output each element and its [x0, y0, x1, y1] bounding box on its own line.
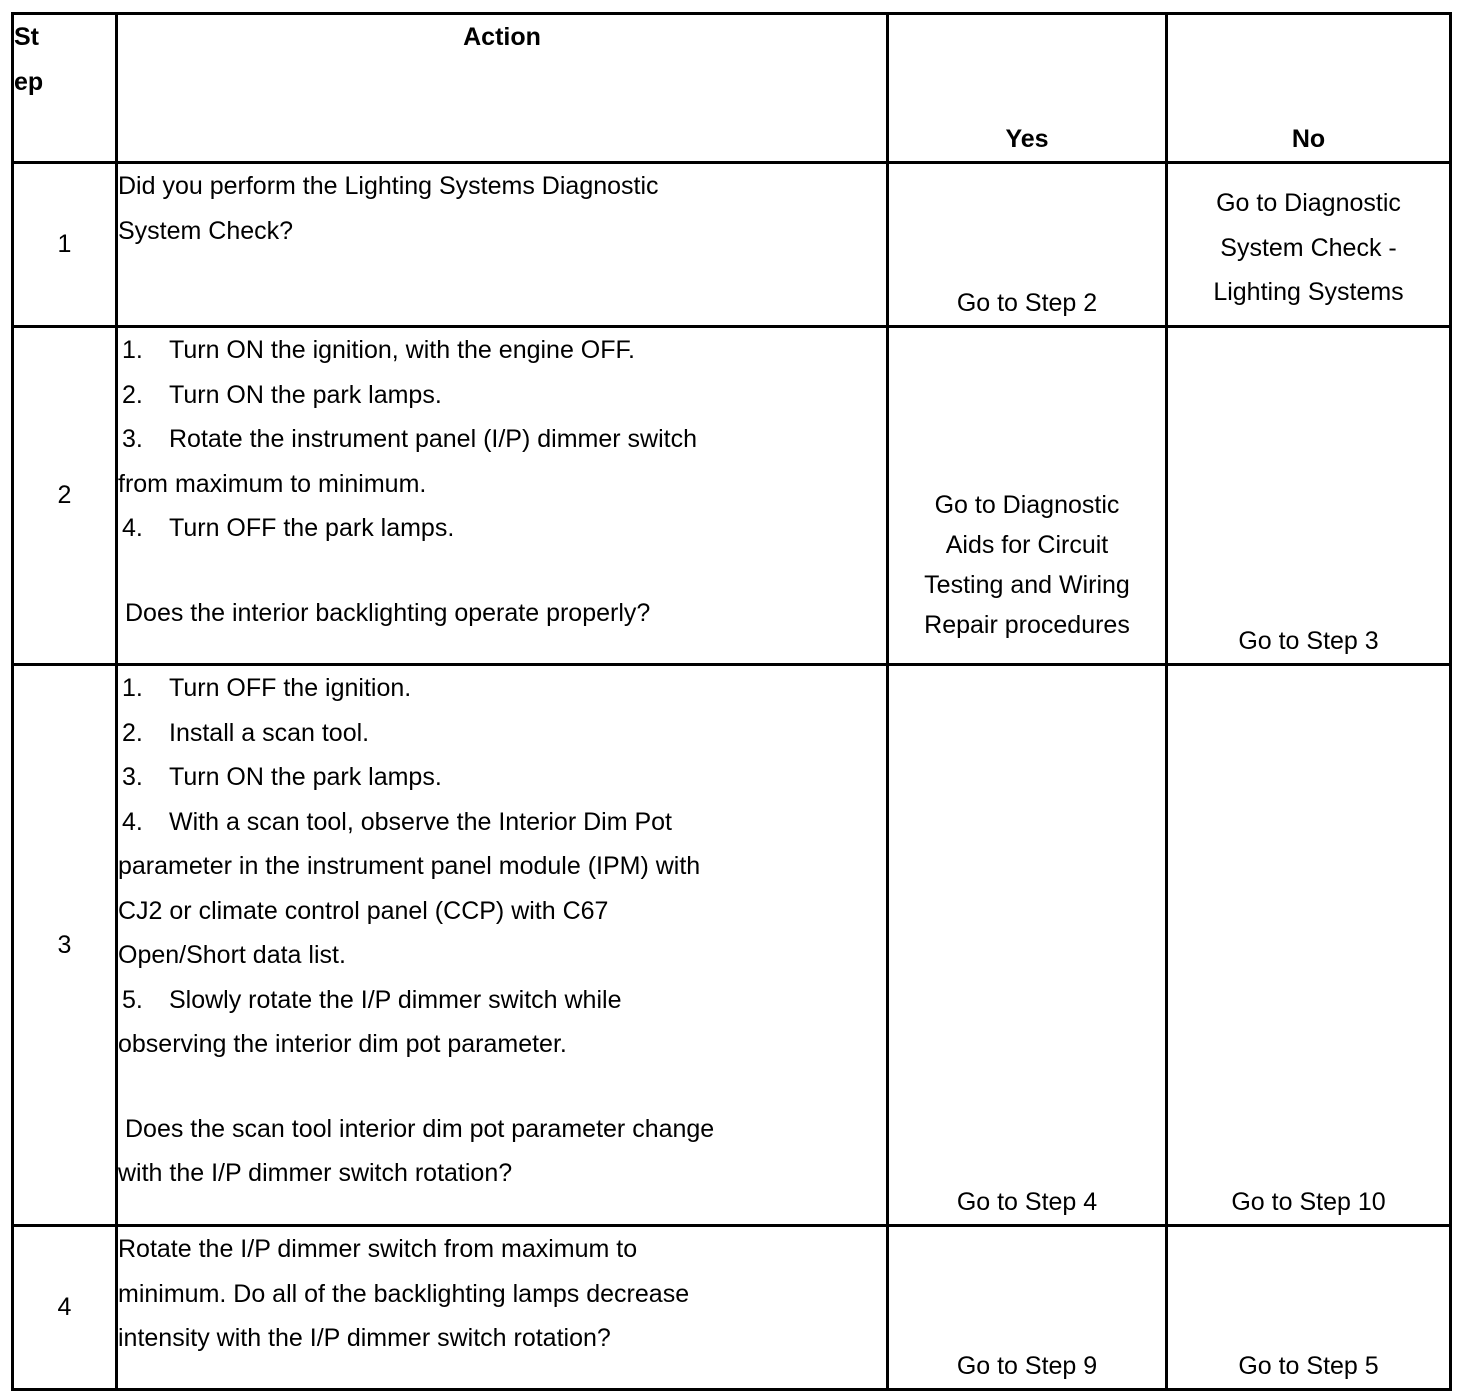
list-item-continuation: CJ2 or climate control panel (CCP) with C67	[118, 896, 609, 925]
yes-text: Repair procedures	[924, 611, 1130, 639]
step-number: 2	[13, 327, 117, 665]
yes-text: Go to Diagnostic	[934, 491, 1120, 519]
no-text: Go to Diagnostic	[1216, 189, 1401, 217]
no-cell	[1167, 327, 1451, 665]
list-item-continuation: from maximum to minimum.	[118, 469, 427, 498]
action-cell	[117, 665, 888, 1226]
header-step-line1: St	[14, 23, 39, 51]
no-text: Go to Step 3	[1238, 626, 1379, 655]
table-header-row	[13, 14, 1451, 163]
diagnostic-table	[11, 12, 1452, 1391]
yes-text: Go to Step 2	[956, 288, 1098, 317]
list-item: 3. Rotate the instrument panel (I/P) dimmer switch	[122, 425, 697, 453]
action-cell	[117, 163, 888, 327]
no-cell	[1167, 1226, 1451, 1390]
step-number: 1	[13, 163, 117, 327]
list-item-continuation: Open/Short data list.	[118, 941, 346, 969]
no-text: System Check -	[1220, 233, 1397, 262]
no-text: Go to Step 10	[1231, 1187, 1386, 1216]
list-item: 2. Turn ON the park lamps.	[122, 380, 442, 409]
header-step	[13, 14, 117, 163]
list-item: 1. Turn ON the ignition, with the engine OFF.	[122, 336, 635, 364]
no-text: Go to Step 5	[1238, 1351, 1379, 1380]
action-text: System Check?	[118, 216, 294, 245]
step-number: 3	[13, 665, 117, 1226]
yes-text: Testing and Wiring	[924, 571, 1130, 599]
question-text: Does the scan tool interior dim pot parameter change	[125, 1114, 715, 1143]
header-yes: Yes	[888, 14, 1167, 163]
yes-text: Go to Step 9	[956, 1351, 1098, 1380]
header-step-line2: ep	[14, 67, 44, 96]
question-text: Does the interior backlighting operate properly?	[125, 598, 651, 627]
table-row	[13, 327, 1451, 665]
table-row	[13, 1226, 1451, 1390]
action-text: Did you perform the Lighting Systems Diagnostic	[118, 172, 659, 200]
list-item-continuation: observing the interior dim pot parameter.	[118, 1030, 567, 1058]
yes-cell	[888, 665, 1167, 1226]
header-no: No	[1167, 14, 1451, 163]
yes-text: Aids for Circuit	[945, 531, 1109, 559]
yes-cell	[888, 1226, 1167, 1390]
list-item: 4. With a scan tool, observe the Interior Dim Pot	[122, 807, 672, 836]
list-item: 1. Turn OFF the ignition.	[122, 674, 412, 702]
list-item: 5. Slowly rotate the I/P dimmer switch while	[122, 985, 622, 1014]
action-cell	[117, 1226, 888, 1390]
action-text: intensity with the I/P dimmer switch rotation?	[118, 1324, 611, 1352]
action-cell	[117, 327, 888, 665]
yes-cell	[888, 327, 1167, 665]
yes-text: Go to Step 4	[956, 1187, 1098, 1216]
table-row	[13, 163, 1451, 327]
action-text: minimum. Do all of the backlighting lamps decrease	[118, 1279, 690, 1308]
question-text: with the I/P dimmer switch rotation?	[118, 1159, 513, 1187]
list-item-continuation: parameter in the instrument panel module (IPM) with	[118, 852, 701, 880]
no-cell	[1167, 163, 1451, 327]
no-text: Lighting Systems	[1213, 278, 1404, 306]
header-action: Action	[117, 14, 888, 163]
yes-cell	[888, 163, 1167, 327]
no-cell	[1167, 665, 1451, 1226]
table-row	[13, 665, 1451, 1226]
list-item: 2. Install a scan tool.	[122, 718, 370, 747]
list-item: 3. Turn ON the park lamps.	[122, 763, 442, 791]
list-item: 4. Turn OFF the park lamps.	[122, 514, 455, 542]
action-text: Rotate the I/P dimmer switch from maximum to	[118, 1235, 638, 1263]
step-number: 4	[13, 1226, 117, 1390]
